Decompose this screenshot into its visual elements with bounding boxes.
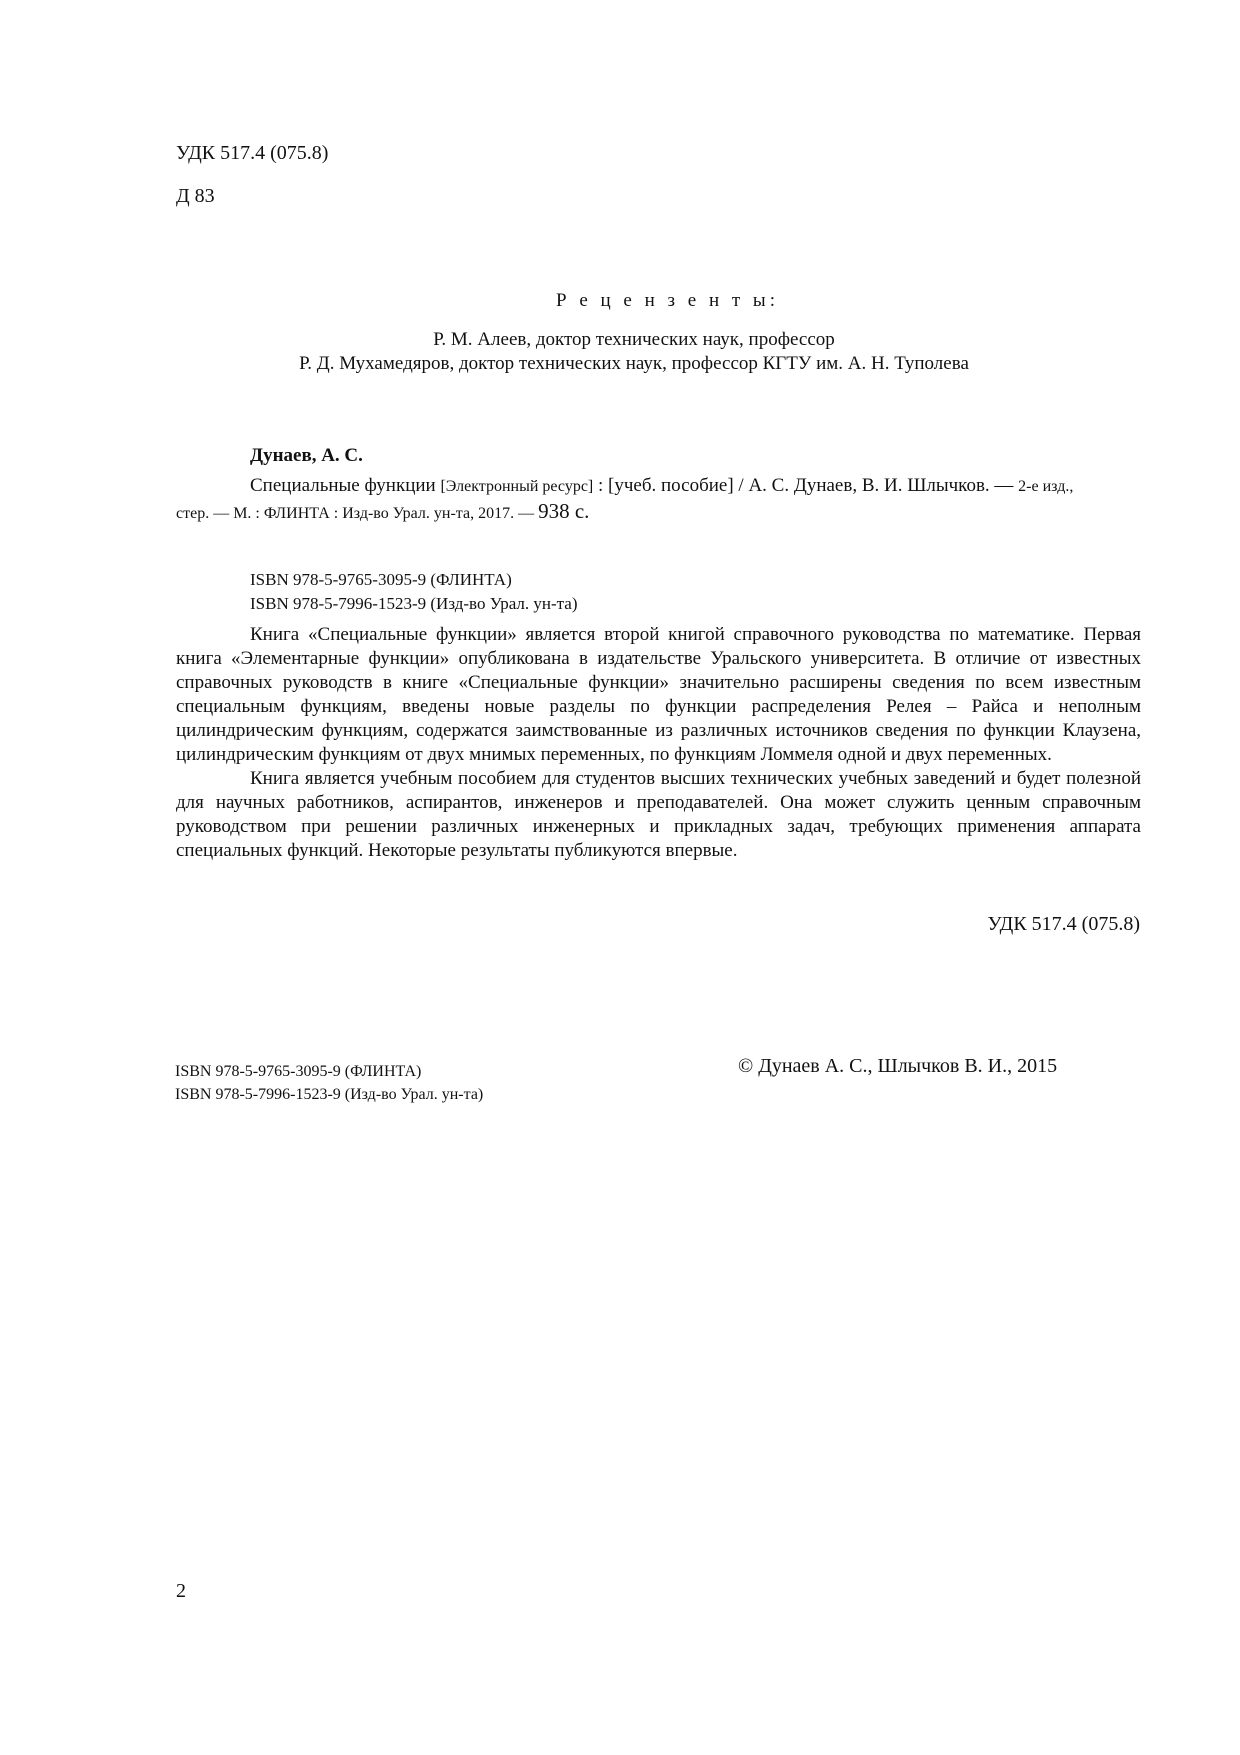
- book-title: Специальные функции: [250, 475, 436, 496]
- isbn-ural: ISBN 978-5-7996-1523-9 (Изд-во Урал. ун-та): [250, 594, 578, 613]
- isbn-block-bottom: [175, 1060, 483, 1106]
- isbn-block: [250, 568, 578, 616]
- isbn-flinta-bottom: ISBN 978-5-9765-3095-9 (ФЛИНТА): [175, 1063, 422, 1080]
- udc-code: УДК 517.4 (075.8): [176, 142, 329, 164]
- book-author: Дунаев, А. С.: [250, 445, 363, 466]
- abstract-paragraph-2: Книга является учебным пособием для студентов высших технических учебных заведений и будет полезной для научных работников, аспирантов, инженеров и преподавателей. Она может служить ценным справочным руководством при решении различных инженерных и прикладных задач, требующих применения аппарата специальных функций. Некоторые результаты публикуются впервые.: [176, 768, 1141, 861]
- udc-code-bottom: УДК 517.4 (075.8): [987, 913, 1140, 935]
- abstract-paragraph-1: Книга «Специальные функции» является второй книгой справочного руководства по математике. Первая книга «Элементарные функции» опубликована в издательстве Уральского университета. В отличие от известных справочных руководств в книге «Специальные функции» значительно расширены сведения по всем известным специальным функциям, введены новые разделы по функции распределения Релея – Райса и неполным цилиндрическим функциям, содержатся заимствованные из различных источников сведения по функции Клаузена, цилиндрическим функциям от двух мнимых переменных, по функциям Ломмеля одной и двух переменных.: [176, 624, 1141, 765]
- reviewer-1: Р. М. Алеев, доктор технических наук, профессор: [433, 329, 835, 350]
- resource-type: [Электронный ресурс]: [440, 478, 594, 495]
- copyright-notice: © Дунаев А. С., Шлычков В. И., 2015: [738, 1055, 1058, 1077]
- publication-info: стер. — М. : ФЛИНТА : Изд-во Урал. ун-та, 2017. —: [176, 505, 539, 522]
- reviewer-2: Р. Д. Мухамедяров, доктор технических наук, профессор КГТУ им. А. Н. Туполева: [299, 353, 969, 374]
- bibliographic-record: [176, 474, 1141, 526]
- reviewers-heading: Р е ц е н з е н т ы:: [556, 290, 779, 311]
- edition: 2-е изд.,: [1018, 478, 1074, 495]
- record-details: : [учеб. пособие] / А. С. Дунаев, В. И. Шлычков. —: [593, 475, 1019, 496]
- page-count: 938 с.: [538, 499, 590, 523]
- isbn-ural-bottom: ISBN 978-5-7996-1523-9 (Изд-во Урал. ун-та): [175, 1086, 484, 1103]
- isbn-flinta: ISBN 978-5-9765-3095-9 (ФЛИНТА): [250, 570, 512, 589]
- author-sign-code: Д 83: [176, 185, 215, 207]
- abstract: [176, 623, 1141, 863]
- page-number: 2: [176, 1580, 186, 1602]
